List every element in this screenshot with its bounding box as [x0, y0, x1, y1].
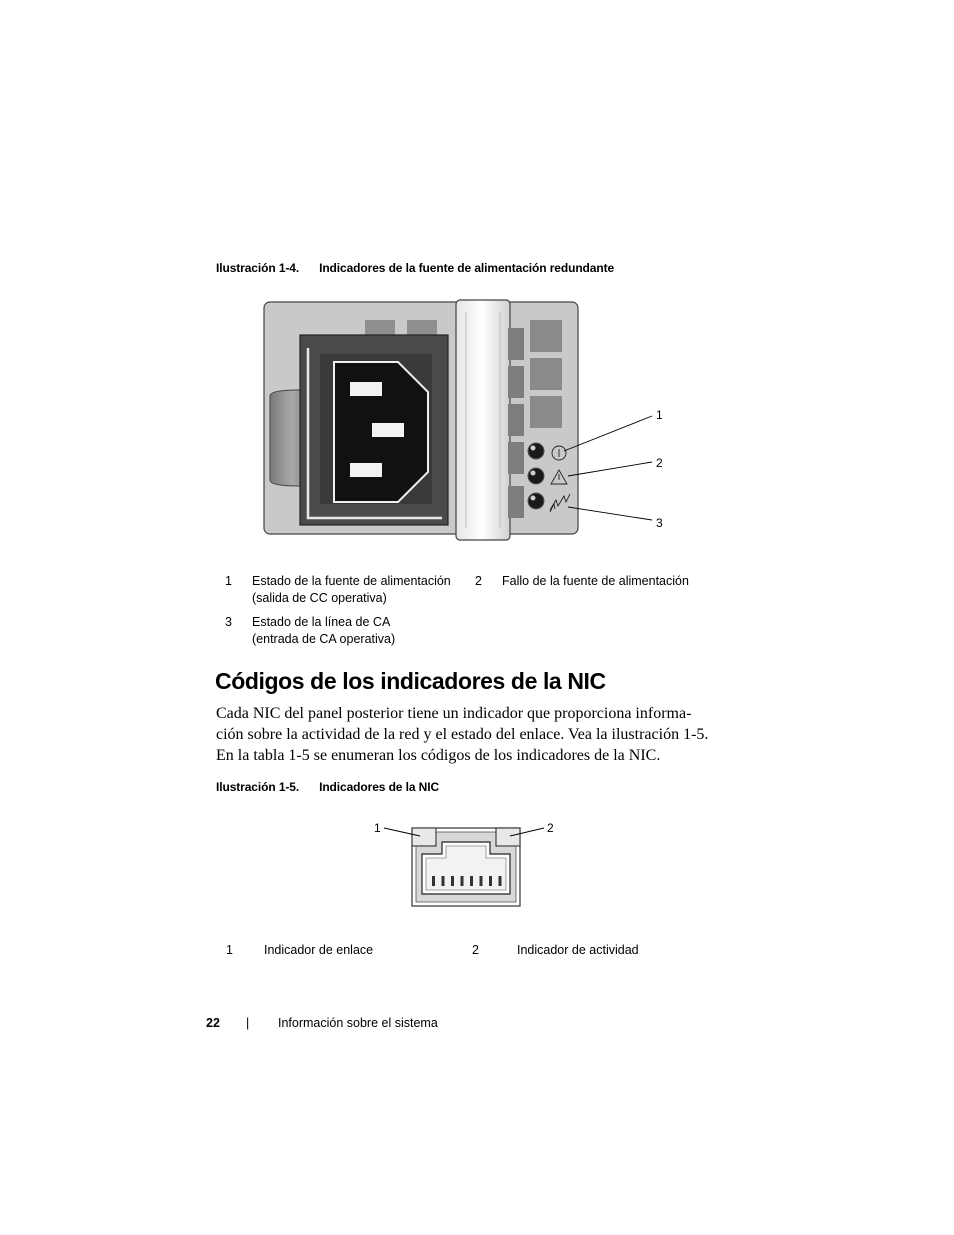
footer-section-title: Información sobre el sistema: [278, 1016, 438, 1030]
figure-1-4-title: Indicadores de la fuente de alimentación redundante: [319, 261, 615, 275]
rj45-pin: [470, 876, 473, 886]
legend-num: 1: [226, 943, 233, 957]
legend-item-power-fault: Fallo de la fuente de alimentación: [502, 574, 689, 588]
paragraph-line: Cada NIC del panel posterior tiene un indicador que proporciona informa-: [216, 705, 692, 722]
legend-num: 1: [225, 574, 232, 588]
release-handle: [456, 300, 510, 540]
figure-1-5-label: Ilustración 1-5.: [216, 780, 300, 794]
callout-2: 2: [547, 821, 554, 835]
rj45-pin: [432, 876, 435, 886]
legend-text: Estado de la línea de CA: [252, 615, 391, 629]
legend-num: 2: [472, 943, 479, 957]
figure-1-5-caption: [216, 780, 439, 794]
legend-text: Estado de la fuente de alimentación: [252, 574, 451, 588]
rj45-pin: [442, 876, 445, 886]
led-power-status: [528, 443, 544, 459]
rj45-pin: [499, 876, 502, 886]
figure-1-4-caption: [216, 261, 614, 275]
section-paragraph: [216, 703, 716, 766]
page-number: 22: [206, 1016, 220, 1030]
legend-num: 3: [225, 615, 232, 629]
rj45-pin: [451, 876, 454, 886]
legend-item-activity-indicator: Indicador de actividad: [517, 943, 639, 957]
legend-text: (entrada de CA operativa): [252, 632, 396, 646]
rj45-pin: [480, 876, 483, 886]
footer-separator: |: [246, 1016, 250, 1030]
callout-2: 2: [656, 456, 663, 470]
inlet-pin: [350, 463, 382, 477]
callout-1: 1: [374, 821, 381, 835]
callout-1: 1: [656, 408, 663, 422]
callout-3: 3: [656, 516, 663, 530]
paragraph-line: ción sobre la actividad de la red y el estado del enlace. Vea la ilustración 1-5.: [216, 726, 709, 743]
nic-port-illustration: [370, 818, 560, 912]
legend-item-link-indicator: Indicador de enlace: [264, 943, 374, 957]
legend-item-power-status: [252, 573, 451, 607]
section-heading: Códigos de los indicadores de la NIC: [215, 668, 606, 694]
legend-text: (salida de CC operativa): [252, 591, 387, 605]
figure-1-5-title: Indicadores de la NIC: [319, 780, 440, 794]
figure-1-4-label: Ilustración 1-4.: [216, 261, 300, 275]
inlet-pin: [350, 382, 382, 396]
activity-indicator-led: [496, 828, 520, 846]
rj45-pin: [489, 876, 492, 886]
legend-item-ac-line: [252, 614, 395, 648]
legend-num: 2: [475, 574, 482, 588]
power-supply-illustration: [262, 298, 672, 544]
inlet-pin: [372, 423, 404, 437]
rj45-pin: [461, 876, 464, 886]
paragraph-line: En la tabla 1-5 se enumeran los códigos de los indicadores de la NIC.: [216, 747, 661, 764]
link-indicator-led: [412, 828, 436, 846]
led-fault: [528, 468, 544, 484]
led-ac-line: [528, 493, 544, 509]
